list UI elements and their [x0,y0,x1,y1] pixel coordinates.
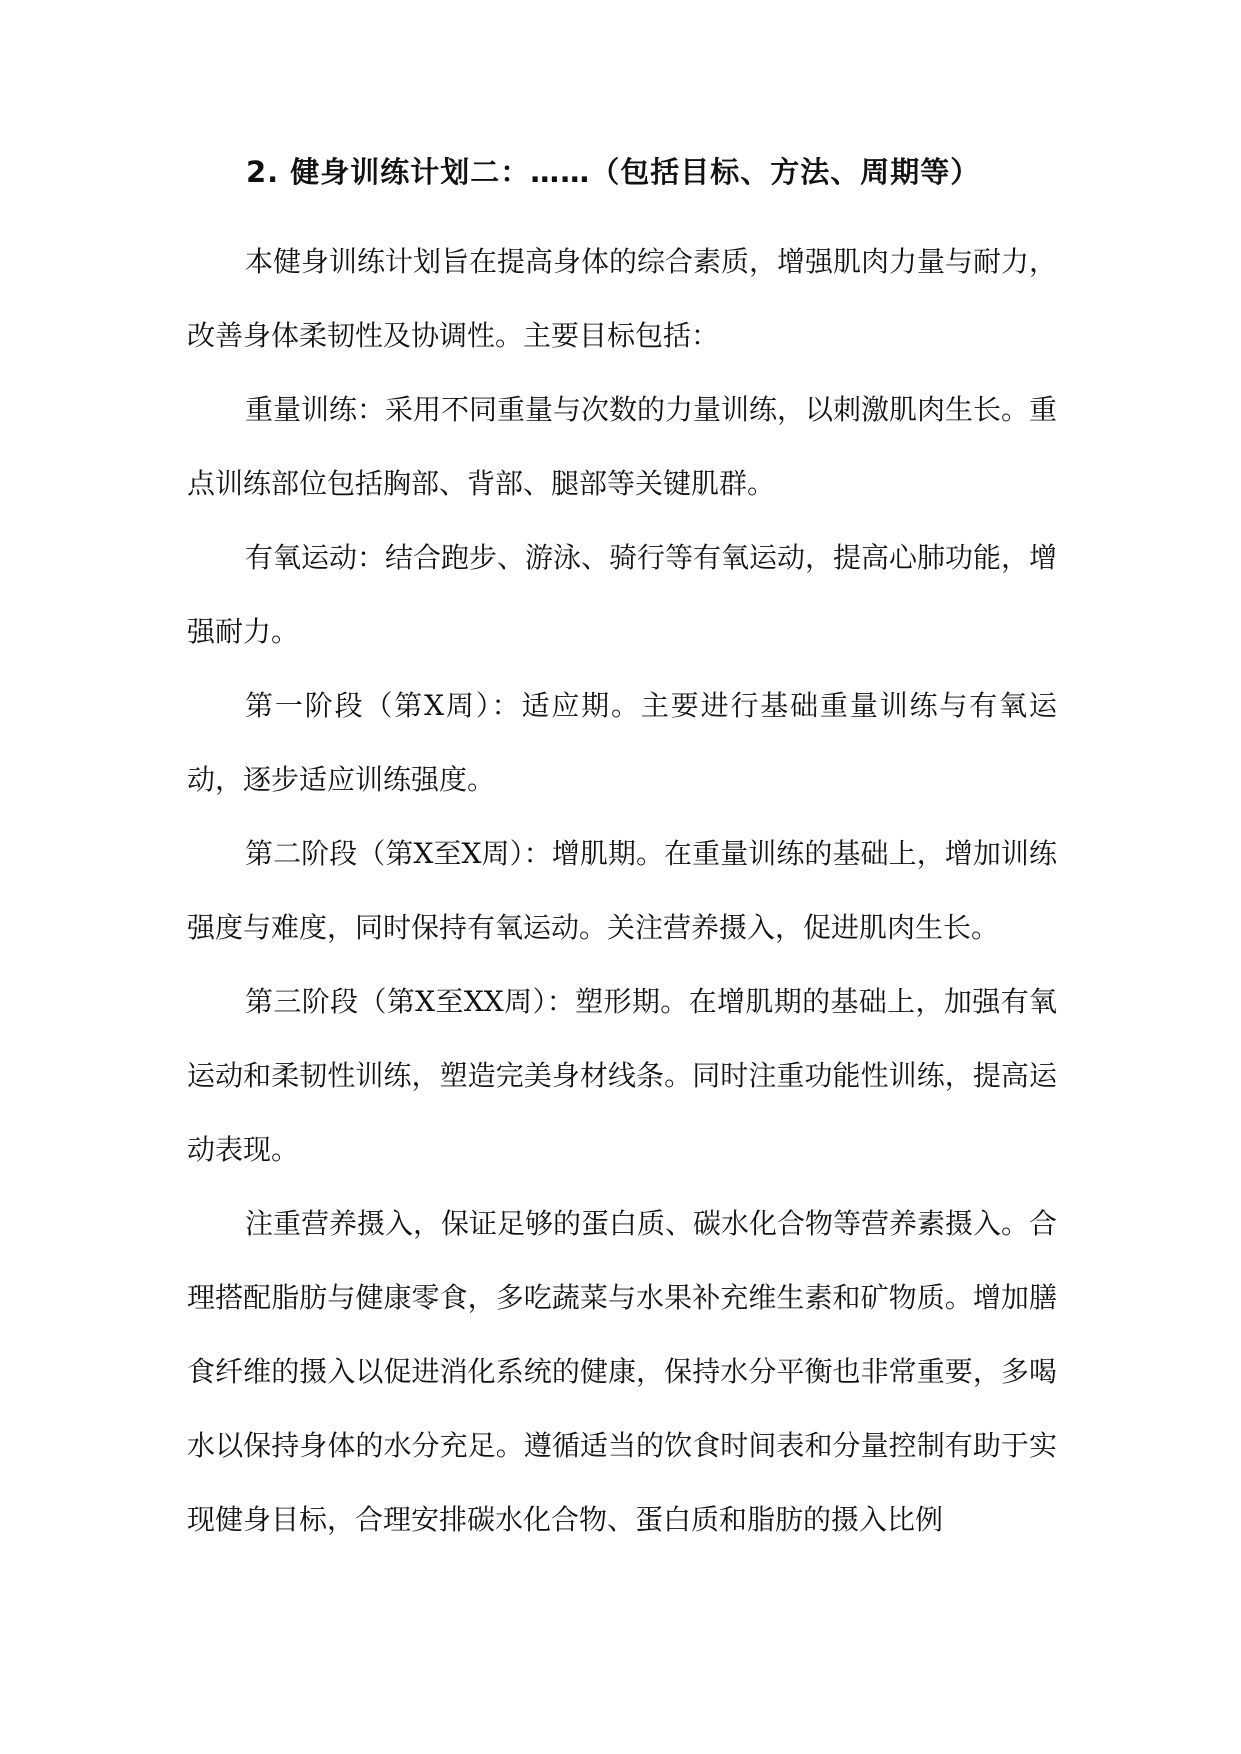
paragraph-goals-intro: 本健身训练计划旨在提高身体的综合素质，增强肌肉力量与耐力，改善身体柔韧性及协调性。主要目标包括： [187,245,1058,352]
paragraph-aerobic: 有氧运动：结合跑步、游泳、骑行等有氧运动，提高心肺功能，增强耐力。 [187,541,1058,648]
body-text [187,225,1057,1557]
paragraph-phase-one: 第一阶段（第X周）：适应期。主要进行基础重量训练与有氧运动，逐步适应训练强度。 [187,689,1057,796]
section-heading: 2. 健身训练计划二：……（包括目标、方法、周期等） [246,155,981,189]
paragraph-nutrition: 注重营养摄入，保证足够的蛋白质、碳水化合物等营养素摄入。合理搭配脂肪与健康零食，多吃蔬菜与水果补充维生素和矿物质。增加膳食纤维的摄入以促进消化系统的健康，保持水分平衡也非常重要，多喝水以保持身体的水分充足。遵循适当的饮食时间表和分量控制有助于实现健身目标，合理安排碳水化合物、蛋白质和脂肪的摄入比例 [187,1207,1058,1536]
paragraph-phase-three: 第三阶段（第X至XX周）：塑形期。在增肌期的基础上，加强有氧运动和柔韧性训练，塑造完美身材线条。同时注重功能性训练，提高运动表现。 [187,985,1057,1166]
paragraph-phase-two: 第二阶段（第X至X周）：增肌期。在重量训练的基础上，增加训练强度与难度，同时保持有氧运动。关注营养摄入，促进肌肉生长。 [187,837,1057,944]
paragraph-weight-training: 重量训练：采用不同重量与次数的力量训练，以刺激肌肉生长。重点训练部位包括胸部、背部、腿部等关键肌群。 [187,393,1058,500]
